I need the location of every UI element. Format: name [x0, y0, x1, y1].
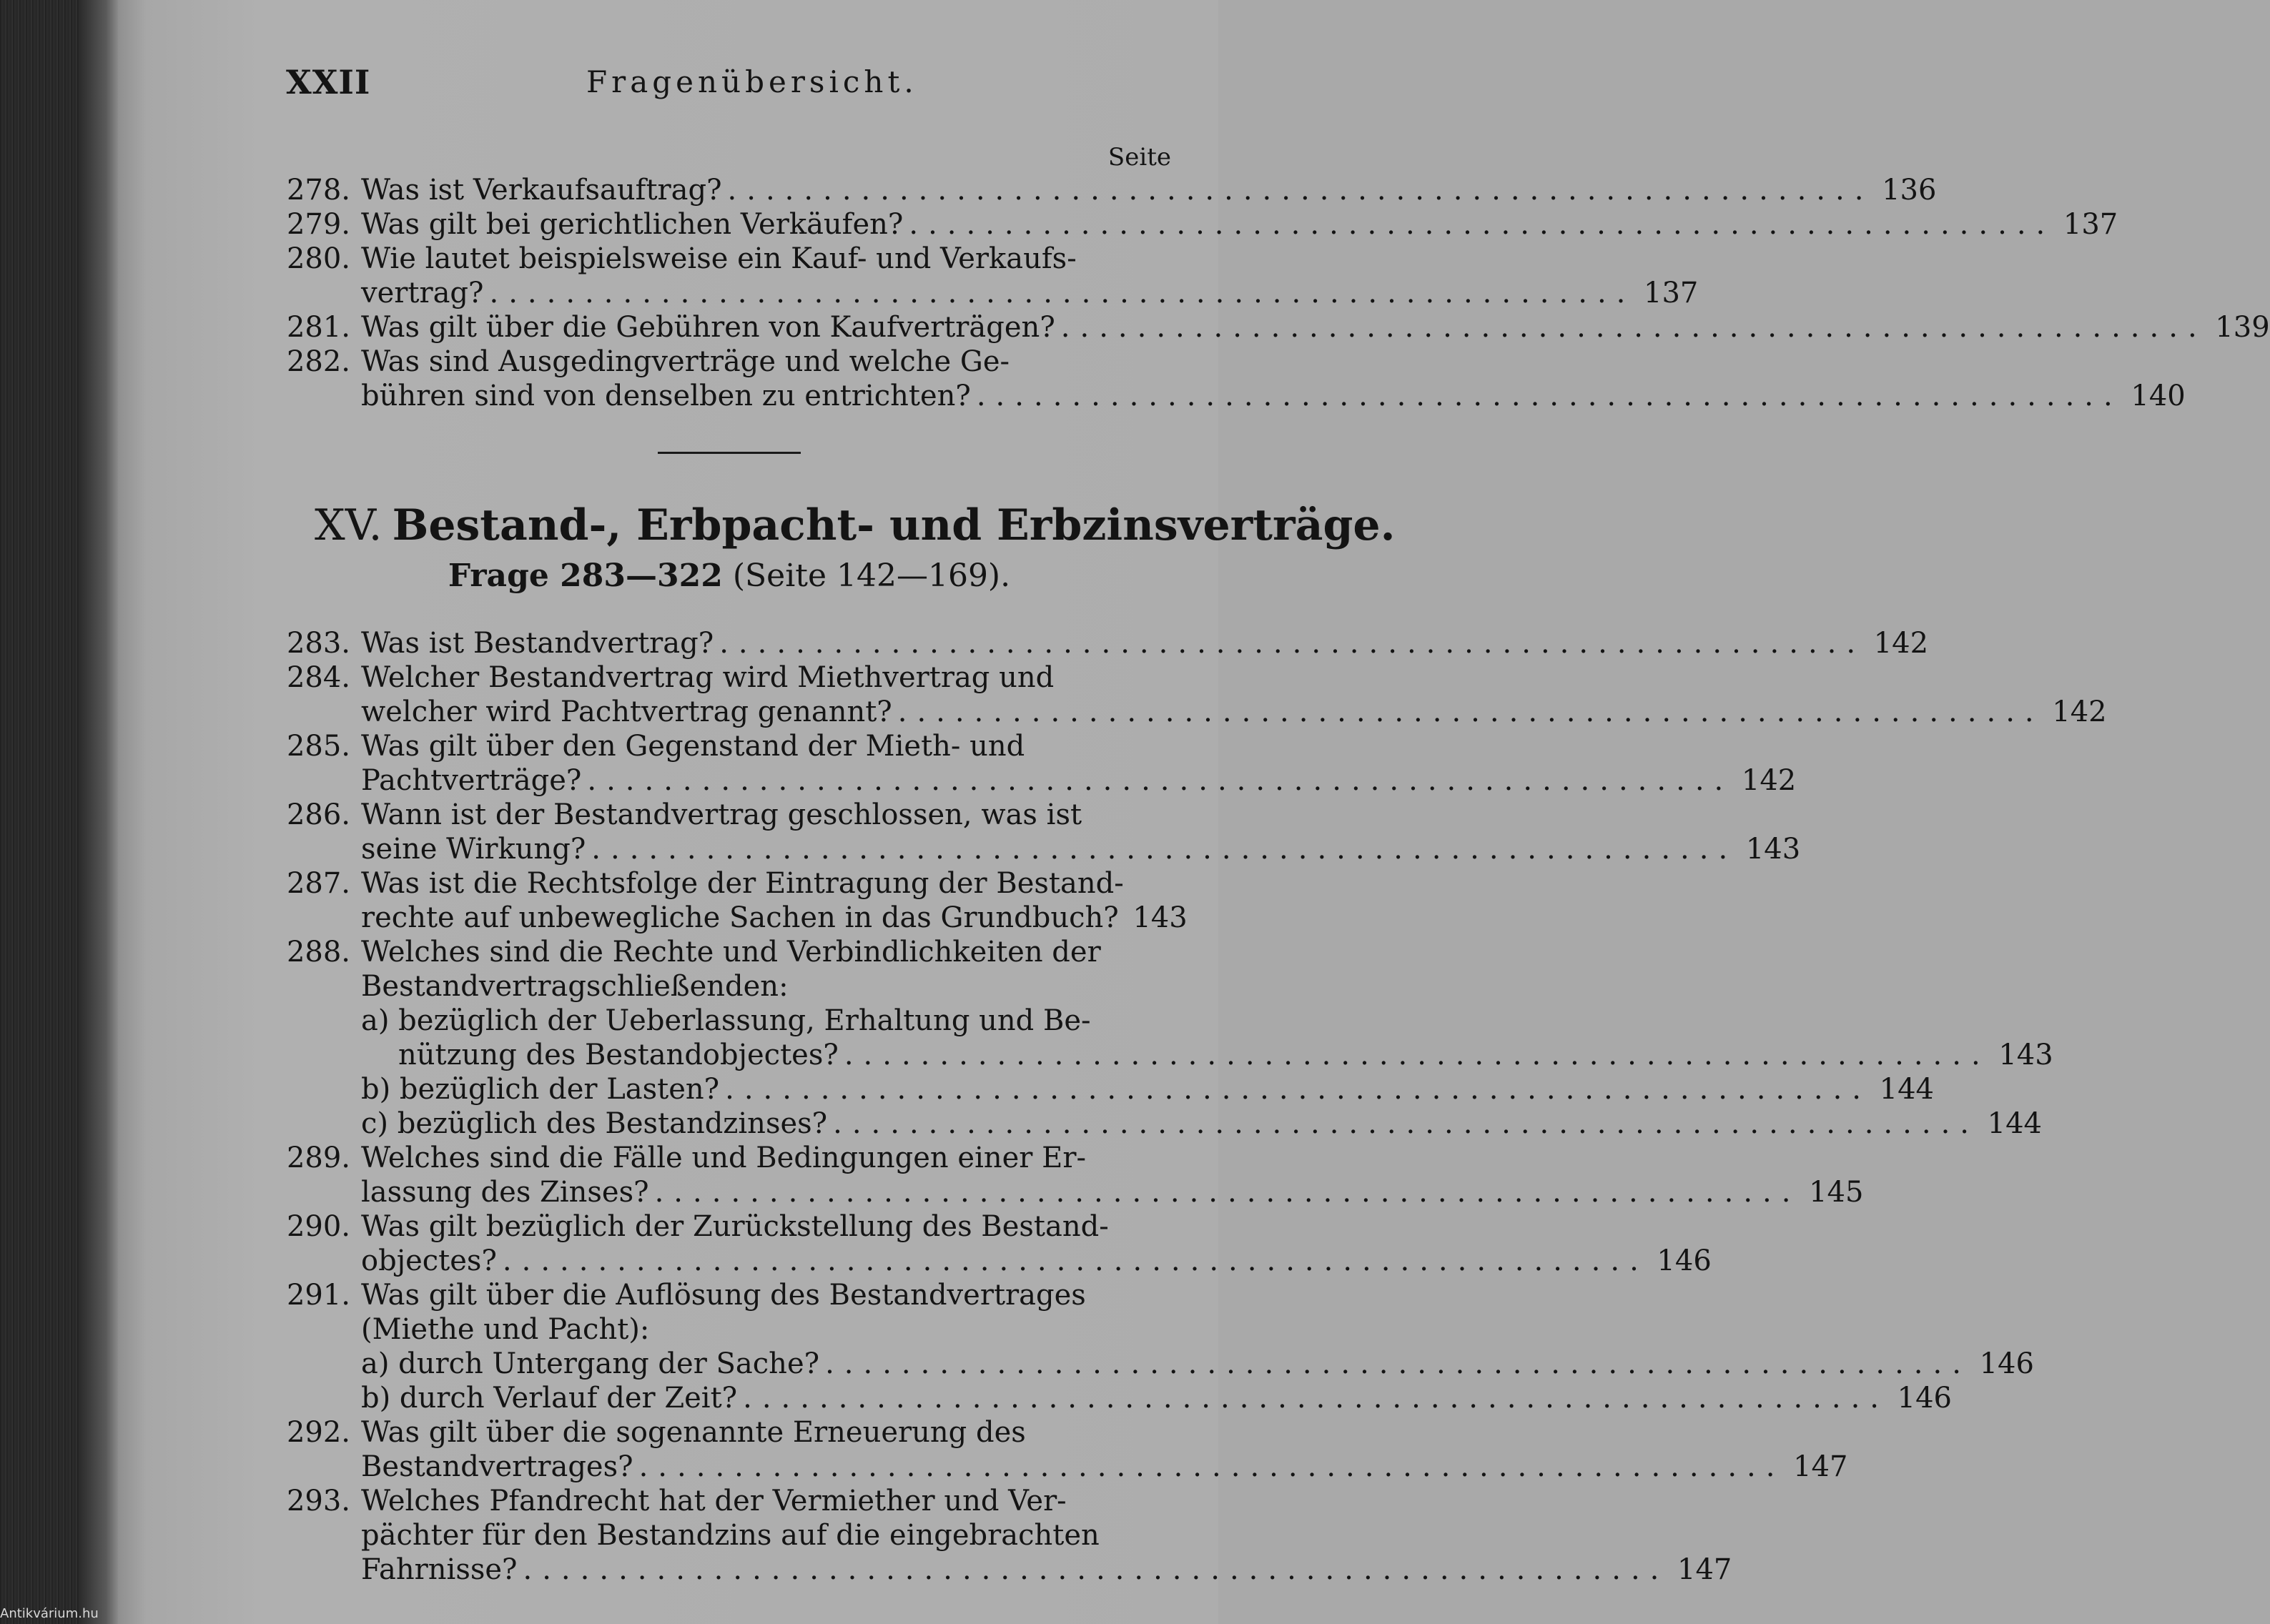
entry-page: 144: [1879, 1073, 1935, 1106]
entry-page: 142: [1873, 627, 1929, 660]
entry-line: [361, 1278, 1173, 1312]
leader-dots: ............................................................: [825, 1347, 1971, 1380]
entry-line: [361, 1518, 1173, 1553]
entry-text: Bestandvertragschließenden:: [361, 970, 789, 1003]
entry-text: c) bezüglich des Bestandzinses?: [361, 1107, 828, 1140]
entry-page: 142: [1741, 764, 1797, 797]
entry-line: [361, 1347, 2034, 1381]
entry-text: nützung des Bestandobjectes?: [398, 1039, 839, 1071]
entry-text: seine Wirkung?: [361, 833, 586, 866]
entry-page: 143: [1998, 1039, 2053, 1071]
entry-number: 281.: [286, 311, 350, 344]
leader-dots: ............................................................: [719, 627, 1866, 660]
entry-text: a) durch Untergang der Sache?: [361, 1347, 820, 1380]
entry-number: 287.: [286, 867, 350, 900]
entry-text: Pachtverträge?: [361, 764, 582, 797]
entry-text: Fahrnisse?: [361, 1553, 518, 1586]
entry-number: 293.: [286, 1485, 350, 1517]
entry-text: lassung des Zinses?: [361, 1176, 649, 1209]
entry-text: a) bezüglich der Ueberlassung, Erhaltung und Be-: [361, 1004, 1091, 1037]
entry-text: (Miethe und Pacht):: [361, 1313, 650, 1346]
leader-dots: ............................................................: [638, 1450, 1785, 1483]
entry-text: Was gilt über die sogenannte Erneuerung des: [361, 1416, 1026, 1449]
toc-entry: [279, 1278, 2034, 1415]
entry-number: 289.: [286, 1142, 350, 1174]
entry-text: objectes?: [361, 1244, 497, 1277]
entry-number: 286.: [286, 798, 350, 831]
entry-text: rechte auf unbewegliche Sachen in das Grundbuch?: [361, 901, 1119, 934]
entry-text: Welcher Bestandvertrag wird Miethvertrag und: [361, 661, 1055, 694]
entry-line: [361, 310, 2270, 345]
seite-range: (Seite 142—169).: [732, 558, 1011, 594]
entry-page: 147: [1677, 1553, 1732, 1586]
entry-line: [361, 1244, 1712, 1278]
entry-line: [361, 1381, 1953, 1415]
entry-line: [361, 798, 1173, 832]
entry-line: [361, 1072, 1935, 1106]
entry-page: 143: [1132, 901, 1188, 934]
leader-dots: ............................................................: [502, 1244, 1649, 1277]
entry-line: [361, 935, 1173, 969]
leader-dots: ............................................................: [727, 174, 1874, 207]
entry-number: 288.: [286, 936, 350, 969]
entry-line: [361, 1553, 1732, 1587]
entry-line: [361, 660, 1173, 695]
entry-text: Was sind Ausgedingverträge und welche Ge-: [361, 345, 1010, 378]
entry-line: [361, 695, 2107, 729]
entry-page: 137: [2063, 208, 2118, 241]
entry-text: Wie lautet beispielsweise ein Kauf- und Verkaufs-: [361, 242, 1077, 275]
book-gutter: [79, 0, 118, 1624]
leader-dots: ............................................................: [844, 1039, 1990, 1071]
leader-dots: ............................................................: [654, 1176, 1801, 1209]
toc-entry: [279, 1141, 1864, 1209]
entry-number: 284.: [286, 661, 350, 694]
watermark: Antikvárium.hu: [0, 1606, 99, 1621]
entry-line: [361, 1038, 2053, 1072]
entry-line: [361, 866, 1173, 901]
toc-entry: [279, 1209, 1712, 1278]
entry-text: Was gilt über die Auflösung des Bestandvertrages: [361, 1279, 1086, 1312]
entry-page: 136: [1882, 174, 1937, 207]
entry-line: [361, 379, 2186, 413]
entry-text: welcher wird Pachtvertrag genannt?: [361, 695, 892, 728]
section-divider: [658, 452, 801, 454]
entry-line: [361, 1450, 1848, 1484]
entry-page: 142: [2052, 695, 2107, 728]
entry-number: 279.: [286, 208, 350, 241]
entry-line: [361, 276, 1699, 310]
toc-entry: [279, 626, 1929, 660]
page-number: XXII: [286, 63, 371, 102]
entry-line: [361, 969, 1173, 1004]
leader-dots: ............................................................: [591, 833, 1738, 866]
entry-page: 140: [2131, 380, 2186, 412]
entry-page: 147: [1793, 1450, 1848, 1483]
entry-line: [361, 1415, 1173, 1450]
entry-number: 290.: [286, 1210, 350, 1243]
entry-line: [361, 1106, 2042, 1141]
entry-number: 278.: [286, 174, 350, 207]
entry-page: 146: [1897, 1382, 1953, 1415]
entry-page: 144: [1987, 1107, 2042, 1140]
leader-dots: ............................................................: [489, 277, 1636, 310]
entry-line: [361, 173, 1937, 207]
entry-text: Welches Pfandrecht hat der Vermiether und Ver-: [361, 1485, 1067, 1517]
entry-line: [361, 1175, 1864, 1209]
entry-text: Was gilt über den Gegenstand der Mieth- und: [361, 730, 1025, 763]
entry-text: b) durch Verlauf der Zeit?: [361, 1382, 738, 1415]
entry-line: [361, 345, 1173, 379]
toc-entry: [279, 866, 1188, 935]
entry-number: 283.: [286, 627, 350, 660]
leader-dots: ............................................................: [976, 380, 2123, 412]
entry-number: 282.: [286, 345, 350, 378]
running-title: Fragenübersicht.: [586, 64, 918, 99]
entry-page: 146: [1657, 1244, 1712, 1277]
toc-entry: [279, 173, 1937, 207]
entry-text: Was gilt bei gerichtlichen Verkäufen?: [361, 208, 904, 241]
toc-entry: [279, 242, 1699, 310]
entry-text: Wann ist der Bestandvertrag geschlossen, was ist: [361, 798, 1082, 831]
entry-text: pächter für den Bestandzins auf die eingebrachten: [361, 1519, 1100, 1552]
toc-entry: [279, 935, 2053, 1141]
page-header: [286, 63, 1173, 106]
entry-line: [361, 242, 1173, 276]
entry-line: [361, 763, 1797, 798]
entry-text: Was ist die Rechtsfolge der Eintragung der Bestand-: [361, 867, 1124, 900]
entry-page: 139: [2215, 311, 2270, 344]
entry-number: 292.: [286, 1416, 350, 1449]
entry-line: [361, 729, 1173, 763]
entry-line: [361, 901, 1188, 935]
entry-text: Was gilt über die Gebühren von Kaufverträgen?: [361, 311, 1055, 344]
leader-dots: ............................................................: [725, 1073, 1872, 1106]
entry-text: Was gilt bezüglich der Zurückstellung des Bestand-: [361, 1210, 1109, 1243]
entry-line: [361, 626, 1929, 660]
leader-dots: ............................................................: [897, 695, 2044, 728]
entry-number: 291.: [286, 1279, 350, 1312]
entry-page: 143: [1745, 833, 1801, 866]
toc-entry: [279, 345, 2186, 413]
entry-text: Was ist Bestandvertrag?: [361, 627, 714, 660]
entry-page: 137: [1644, 277, 1699, 310]
toc-entry: [279, 1484, 1732, 1587]
entry-text: Welches sind die Fälle und Bedingungen einer Er-: [361, 1142, 1086, 1174]
leader-dots: ............................................................: [1060, 311, 2207, 344]
entry-line: [361, 832, 1801, 866]
toc-entry: [279, 1415, 1848, 1484]
section-title-text: Bestand-, Erbpacht- und Erbzinsverträge.: [392, 500, 1396, 550]
entry-line: [361, 1141, 1173, 1175]
entry-text: b) bezüglich der Lasten?: [361, 1073, 720, 1106]
toc-entry: [279, 207, 2118, 242]
section-roman: XV.: [315, 500, 383, 550]
entry-line: [361, 207, 2118, 242]
entry-number: 285.: [286, 730, 350, 763]
section-range: [315, 558, 1144, 594]
toc-entry: [279, 729, 1797, 798]
leader-dots: ............................................................: [523, 1553, 1669, 1586]
leader-dots: ............................................................: [833, 1107, 1979, 1140]
leader-dots: ............................................................: [587, 764, 1734, 797]
entry-text: Welches sind die Rechte und Verbindlichkeiten der: [361, 936, 1101, 969]
entry-page: 146: [1979, 1347, 2034, 1380]
frage-range: Frage 283—322: [448, 558, 723, 594]
toc-list-top: [279, 173, 2270, 413]
entry-line: [361, 1312, 1173, 1347]
entry-text: bühren sind von denselben zu entrichten?: [361, 380, 971, 412]
leader-dots: ............................................................: [743, 1382, 1890, 1415]
entry-line: [361, 1209, 1173, 1244]
entry-line: [361, 1484, 1173, 1518]
seite-column-label: Seite: [1107, 143, 1171, 172]
toc-entry: [279, 660, 2107, 729]
entry-number: 280.: [286, 242, 350, 275]
entry-line: [361, 1004, 1173, 1038]
toc-entry: [279, 798, 1801, 866]
leader-dots: ............................................................: [909, 208, 2056, 241]
toc-entry: [279, 310, 2270, 345]
entry-text: Bestandvertrages?: [361, 1450, 633, 1483]
section-heading: [315, 500, 1396, 550]
entry-text: Was ist Verkaufsauftrag?: [361, 174, 722, 207]
toc-list-main: [279, 626, 2107, 1587]
entry-text: vertrag?: [361, 277, 484, 310]
entry-page: 145: [1809, 1176, 1864, 1209]
